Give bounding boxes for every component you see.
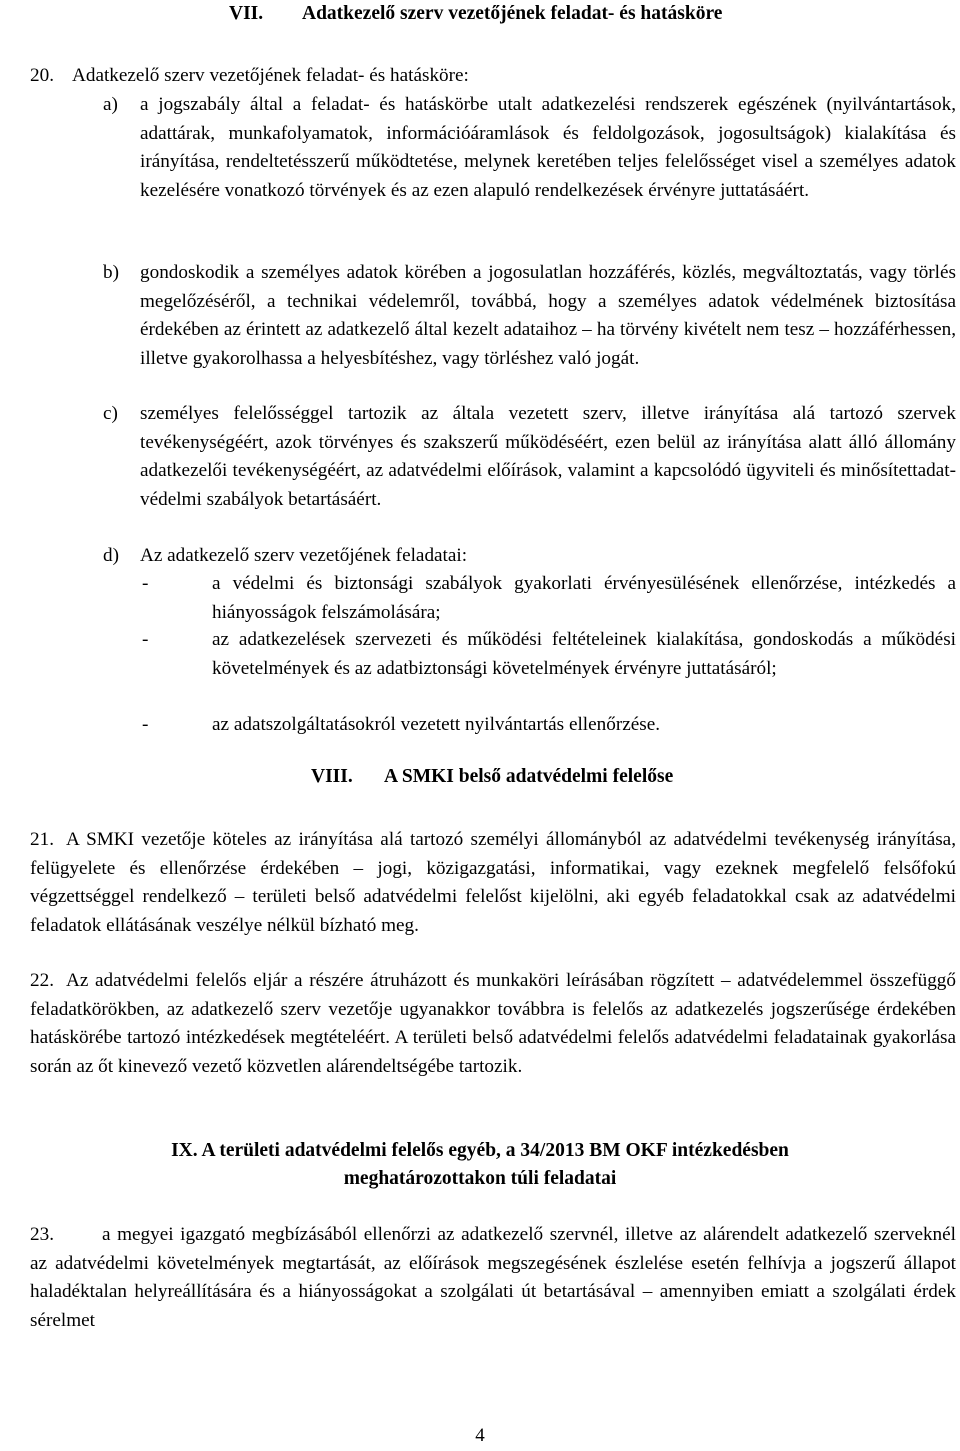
dash-item-3-mark: -	[142, 714, 149, 735]
dash-item-2-mark: -	[142, 629, 149, 650]
section-7-number: VII.	[229, 3, 264, 24]
list-item-a-text: a jogszabály által a feladat- és hatáskörbe utalt adatkezelési rendszerek egészének (nyilvántartások, adattárak, munkafolyamatok, információáramlások és feldolgozások, jogosultságok) kialakítása és irányítása, rendeltetésszerű működtetése, melynek keretében teljes felelősséget visel a személyes adatok kezelésére vonatkozó törvények és az ezen alapuló rendelkezések érvényre juttatásáért.	[140, 94, 956, 201]
list-item-c-label: c)	[103, 403, 118, 424]
list-item-a-label: a)	[103, 94, 118, 115]
list-item-d-label: d)	[103, 545, 119, 566]
list-item-b	[103, 259, 956, 373]
section-9-heading-line-2: meghatározottakon túli feladatai	[343, 1168, 617, 1189]
list-item-d	[103, 542, 956, 571]
list-item-b-text: gondoskodik a személyes adatok körében a jogosulatlan hozzáférés, közlés, megváltoztatás, vagy törlés megelőzéséről, a technikai védelemről, továbbá, hogy a személyes adatok védelmének biztosítása érdekében az érintett az adatkezelő által kezelt adataihoz – ha törvény kivételt nem tesz – hozzáférhessen, illetve gyakorolhassa a helyesbítéshez, vagy törléshez való jogát.	[140, 262, 956, 369]
page-number: 4	[475, 1425, 485, 1446]
dash-item-1-text: a védelmi és biztonsági szabályok gyakorlati érvényesülésének ellenőrzése, intézkedés a hiányosságok felszámolására;	[212, 573, 956, 623]
list-item-c-text: személyes felelősséggel tartozik az általa vezetett szerv, illetve irányítása alá tartozó szervek tevékenységéért, azok törvényes és szakszerű működéséért, ezen belül az irányítása alatt álló állomány adatkezelői tevékenységéért, az adatvédelmi előírások, valamint a kapcsolódó ügyviteli és minősítettadat-védelmi szabályok betartásáért.	[140, 403, 956, 510]
paragraph-21-text: A SMKI vezetője köteles az irányítása alá tartozó személyi állományból az adatvédelmi tevékenység irányítása, felügyelete és ellenőrzése érdekében – jogi, közigazgatási, informatikai, vagy ezeknek megfelelő felsőfokú végzettséggel rendelkező – területi belső adatvédelmi felelőst kijelölni, aki egyéb feladatokkal csak az adatvédelmi feladatok ellátásának veszélye nélkül bízható meg.	[30, 829, 956, 936]
list-item-b-label: b)	[103, 262, 119, 283]
section-8-number: VIII.	[311, 766, 353, 787]
dash-item-2-text: az adatkezelések szervezeti és működési feltételeinek kialakítása, gondoskodás a működési követelmények és az adatbiztonsági követelmények érvényre juttatásáról;	[212, 629, 956, 679]
paragraph-23-text: a megyei igazgató megbízásából ellenőrzi az adatkezelő szervnél, illetve az alárendelt adatkezelő szerveknél az adatvédelmi követelmények megtartását, az előírások megszegésének észlelése esetén felhívja a jogszerű állapot haladéktalan helyreállítására és a hiányosságokat a szolgálati út betartásával – amennyiben emiatt a szolgálati érdek sérelmet	[30, 1224, 956, 1331]
paragraph-22-text: Az adatvédelmi felelős eljár a részére átruházott és munkaköri leírásában rögzített – adatvédelemmel összefüggő feladatkörökben, az adatkezelő szerv vezetője ugyanakkor továbbra is felelős az adatkezelés jogszerűsége érdekében hatáskörébe tartozó intézkedések megtételéért. A területi belső adatvédelmi felelős adatvédelmi feladatainak gyakorlása során az őt kinevező vezető közvetlen alárendeltségébe tartozik.	[30, 970, 956, 1077]
paragraph-20-intro-text: Adatkezelő szerv vezetőjének feladat- és hatásköre:	[72, 65, 469, 86]
section-9-heading-line-1: IX. A területi adatvédelmi felelős egyéb, a 34/2013 BM OKF intézkedésben	[171, 1140, 789, 1161]
dash-item-3-text: az adatszolgáltatásokról vezetett nyilvántartás ellenőrzése.	[212, 714, 661, 735]
section-7-title: Adatkezelő szerv vezetőjének feladat- és hatásköre	[302, 3, 723, 24]
list-item-a	[103, 91, 956, 205]
paragraph-23-number: 23.	[30, 1224, 54, 1245]
paragraph-20-intro	[30, 62, 956, 91]
paragraph-20-number: 20.	[30, 65, 54, 86]
dash-item-2	[142, 626, 956, 683]
list-item-d-text: Az adatkezelő szerv vezetőjének feladatai:	[140, 545, 468, 566]
paragraph-22-number: 22.	[30, 970, 54, 991]
paragraph-21	[30, 826, 956, 940]
dash-item-3	[142, 711, 956, 740]
section-8-title: A SMKI belső adatvédelmi felelőse	[384, 766, 674, 787]
paragraph-21-number: 21.	[30, 829, 54, 850]
section-7-heading	[229, 0, 722, 29]
dash-item-1-mark: -	[142, 573, 149, 594]
paragraph-23	[30, 1221, 956, 1335]
paragraph-22	[30, 967, 956, 1081]
list-item-c	[103, 400, 956, 514]
section-8-heading	[311, 763, 673, 792]
dash-item-1	[142, 570, 956, 627]
